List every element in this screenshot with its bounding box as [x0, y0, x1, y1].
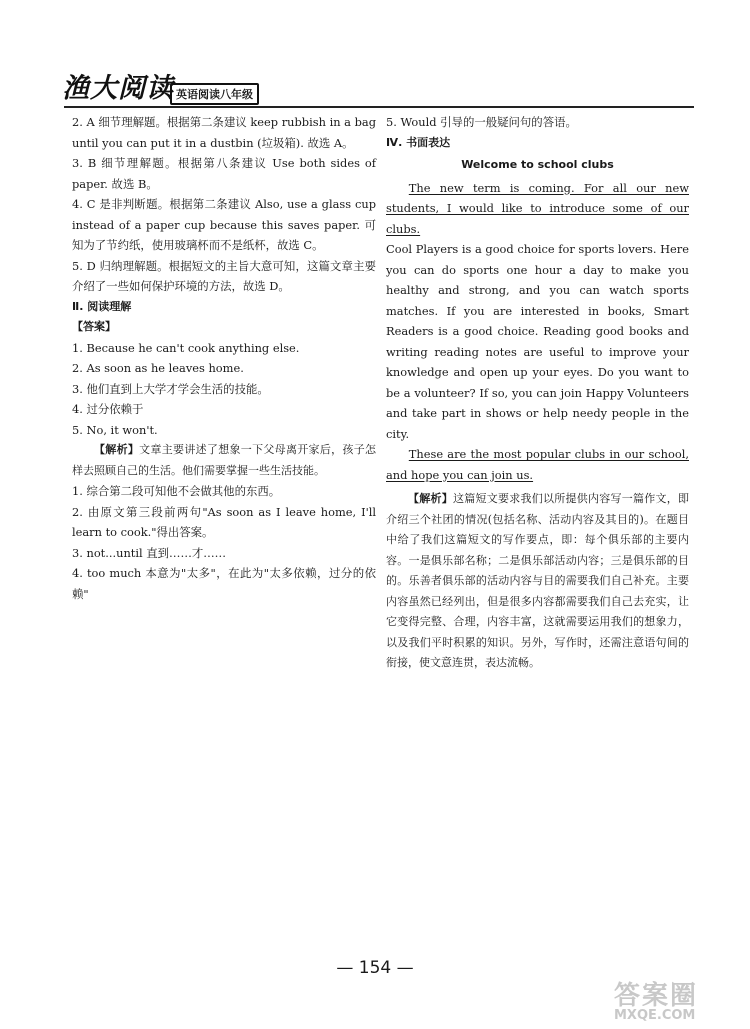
writing-analysis-label: 【解析】 [408, 492, 453, 505]
essay [386, 178, 689, 486]
reading-answer-5: 5. No, it won't. [72, 422, 158, 437]
explanation-1: 1. 综合第二段可知他不会做其他的东西。 [72, 484, 281, 498]
series-label: 英语阅读八年级 [170, 83, 259, 105]
writing-analysis [386, 489, 689, 674]
analysis-paragraph [72, 440, 376, 481]
answer-item-2: 2. A 细节理解题。根据第二条建议 keep rubbish in a bag until you can put it in a dustbin (垃圾箱). 故选 A。 [72, 115, 376, 150]
book-header [62, 66, 292, 110]
answer-item-5: 5. D 归纳理解题。根据短文的主旨大意可知，这篇文章主要介绍了一些如何保护环境的方法，故选 D。 [72, 258, 376, 293]
reading-answer-4: 4. 过分依赖于 [72, 402, 144, 416]
reading-answer-2: 2. As soon as he leaves home. [72, 361, 244, 375]
explanation-4: 4. too much 本意为"太多"，在此为"太多依赖，过分的依赖" [72, 566, 376, 601]
watermark-logo: 答案圈 [614, 981, 699, 1011]
answer-label: 【答案】 [72, 320, 116, 333]
explanation-3: 3. not...until 直到……才…… [72, 545, 227, 560]
page-number: — 154 — [336, 958, 414, 978]
header-rule [64, 106, 694, 108]
section-heading-writing: Ⅳ. 书面表达 [386, 135, 451, 149]
essay-opening: The new term is coming. For all our new students, I would like to introduce some of our clubs. [386, 180, 689, 236]
explanation-2: 2. 由原文第三段前两句"As soon as I leave home, I'll learn to cook."得出答案。 [72, 504, 376, 539]
right-column [386, 112, 689, 674]
watermark-url: MXQE.COM [614, 1008, 696, 1023]
watermark [614, 975, 742, 1025]
writing-analysis-text: 这篇短文要求我们以所提供内容写一篇作文，即介绍三个社团的情况(包括名称、活动内容及其目的)。在题目中给了我们这篇短文的写作要点，即：每个俱乐部的主要内容。一是俱乐部名称；二是俱乐部活动内容；三是俱乐部的目的。乐善者俱乐部的活动内容与目的需要我们自己补充。主要内容虽然已经列出，但是很多内容都需要我们自己去充实，让它变得完整、合理，内容丰富，这就需要运用我们的想象力，以及我们平时积累的知识。另外，写作时，还需注意语句间的衔接，使文意连贯，表达流畅。 [386, 492, 689, 669]
answer-item-5-right: 5. Would 引导的一般疑问句的答语。 [386, 115, 577, 129]
answer-item-3: 3. B 细节理解题。根据第八条建议 Use both sides of paper. 故选 B。 [72, 156, 376, 191]
analysis-text: 文章主要讲述了想象一下父母离开家后，孩子怎样去照顾自己的生活。他们需要掌握一些生活技能。 [72, 443, 377, 477]
essay-body: Cool Players is a good choice for sports lovers. Here you can do sports one hour a day to make you healthy and strong, and you can watch sports matches. If you are interested in books, Smart Readers is a good choice. Reading good books and writing reading notes are useful to improve your knowledge and open up your eyes. Do you want to be a volunteer? If so, you can join Happy Volunteers and take part in shows or help needy people in the city. [386, 242, 689, 441]
essay-closing: These are the most popular clubs in our school, and hope you can join us. [386, 447, 689, 482]
essay-title: Welcome to school clubs [461, 158, 614, 171]
book-logo: 渔大阅读 [62, 73, 174, 104]
analysis-label: 【解析】 [94, 443, 140, 456]
left-column [72, 112, 376, 604]
answer-item-4: 4. C 是非判断题。根据第二条建议 Also, use a glass cup instead of a paper cup because this saves paper. 可知为了节约纸，使用玻璃杯而不是纸杯，故选 C。 [72, 197, 376, 252]
reading-answer-1: 1. Because he can't cook anything else. [72, 340, 300, 355]
reading-answer-3: 3. 他们直到上大学才学会生活的技能。 [72, 381, 269, 396]
section-heading-reading: Ⅱ. 阅读理解 [72, 299, 132, 313]
